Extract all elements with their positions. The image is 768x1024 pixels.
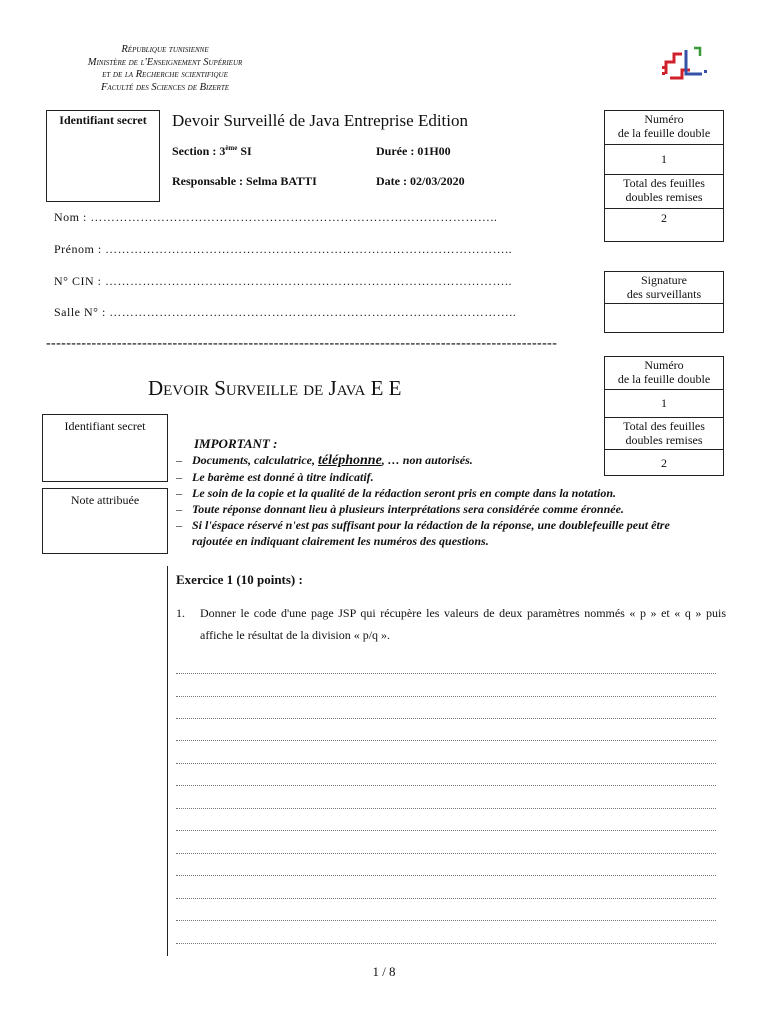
exam-title-top: Devoir Surveillé de Java Entreprise Edition: [172, 111, 468, 130]
institution-line: et de la Recherche scientifique: [102, 69, 228, 81]
field-prenom[interactable]: Prénom : ……………………………………………………………………………………..: [54, 242, 513, 256]
rule-item: – Documents, calculatrice, téléphonne, … non autorisés.: [176, 453, 473, 468]
sheet-number-value[interactable]: 1: [605, 145, 723, 175]
important-title: IMPORTANT :: [194, 436, 278, 451]
signature-box: [604, 271, 724, 333]
sheet-number-table-top: [604, 110, 724, 242]
signature-label: Signature des surveillants: [605, 272, 723, 304]
secret-id-label: Identifiant secret: [64, 419, 146, 433]
answer-line[interactable]: [176, 673, 716, 674]
date-label: Date : 02/03/2020: [376, 174, 465, 188]
answer-line[interactable]: [176, 718, 716, 719]
grade-box[interactable]: [42, 488, 168, 554]
total-sheets-value[interactable]: 2: [661, 456, 667, 470]
secret-id-label: Identifiant secret: [59, 113, 147, 127]
answer-line[interactable]: [176, 696, 716, 697]
sheet-number-label: Numéro de la feuille double: [605, 357, 723, 390]
question-number: 1.: [176, 606, 185, 620]
answer-line[interactable]: [176, 785, 716, 786]
exam-title: Devoir Surveille de Java E E: [148, 376, 402, 400]
total-sheets-label: Total des feuilles doubles remises: [605, 418, 723, 450]
sheet-number-label: Numéro de la feuille double: [605, 111, 723, 145]
rule-item: – Le soin de la copie et la qualité de la rédaction seront pris en compte dans la notation.: [176, 486, 616, 500]
exercise-heading: Exercice 1 (10 points) :: [176, 572, 303, 587]
total-sheets-label: Total des feuilles doubles remises: [605, 175, 723, 209]
sheet-number-value[interactable]: 1: [605, 390, 723, 418]
institution-header: [40, 44, 290, 94]
section-label: Section : 3ème SI: [172, 144, 252, 158]
answer-line[interactable]: [176, 875, 716, 876]
question-text: Donner le code d'une page JSP qui récupère les valeurs de deux paramètres nommés « p » et « q » puis affiche le résultat de la division « p/q ».: [200, 606, 726, 642]
field-salle[interactable]: Salle N° : ……………………………………………………………………………………..: [54, 305, 517, 319]
responsible-label: Responsable : Selma BATTI: [172, 174, 317, 188]
secret-id-box[interactable]: [42, 414, 168, 482]
answer-line[interactable]: [176, 808, 716, 809]
rules-list: [176, 452, 736, 549]
institution-line: Ministère de l'Enseignement Supérieur: [87, 56, 243, 68]
secret-id-box-top[interactable]: [46, 110, 160, 202]
duration-label: Durée : 01H00: [376, 144, 451, 158]
institution-line: Faculté des Sciences de Bizerte: [101, 81, 229, 93]
answer-line[interactable]: [176, 830, 716, 831]
rule-item: – Si l'éspace réservé n'est pas suffisant pour la rédaction de la réponse, une doublefeuille peut être rajoutée en indiquant clairement les numéros des questions.: [176, 518, 670, 548]
grade-label: Note attribuée: [70, 493, 140, 507]
answer-line[interactable]: [176, 898, 716, 899]
field-nom[interactable]: Nom : ……………………………………………………………………………………..: [54, 210, 498, 224]
answer-margin-line: [167, 566, 168, 956]
field-cin[interactable]: N° CIN : ……………………………………………………………………………………..: [54, 274, 512, 288]
cut-separator: -----------------------------------------------------------------------------------------------------: [46, 336, 558, 351]
answer-line[interactable]: [176, 853, 716, 854]
answer-line[interactable]: [176, 920, 716, 921]
rule-item: – Toute réponse donnant lieu à plusieurs interprétations sera considérée comme éronnée.: [176, 502, 624, 516]
signature-field[interactable]: [605, 304, 723, 332]
page-number: 1 / 8: [372, 964, 396, 979]
institution-line: République tunisienne: [121, 44, 209, 55]
answer-line[interactable]: [176, 763, 716, 764]
rule-item: – Le barème est donné à titre indicatif.: [176, 470, 374, 484]
total-sheets-value[interactable]: 2: [661, 211, 667, 225]
faculty-logo-icon: [660, 44, 710, 86]
answer-line[interactable]: [176, 943, 716, 944]
answer-line[interactable]: [176, 740, 716, 741]
question-1: [176, 602, 726, 646]
